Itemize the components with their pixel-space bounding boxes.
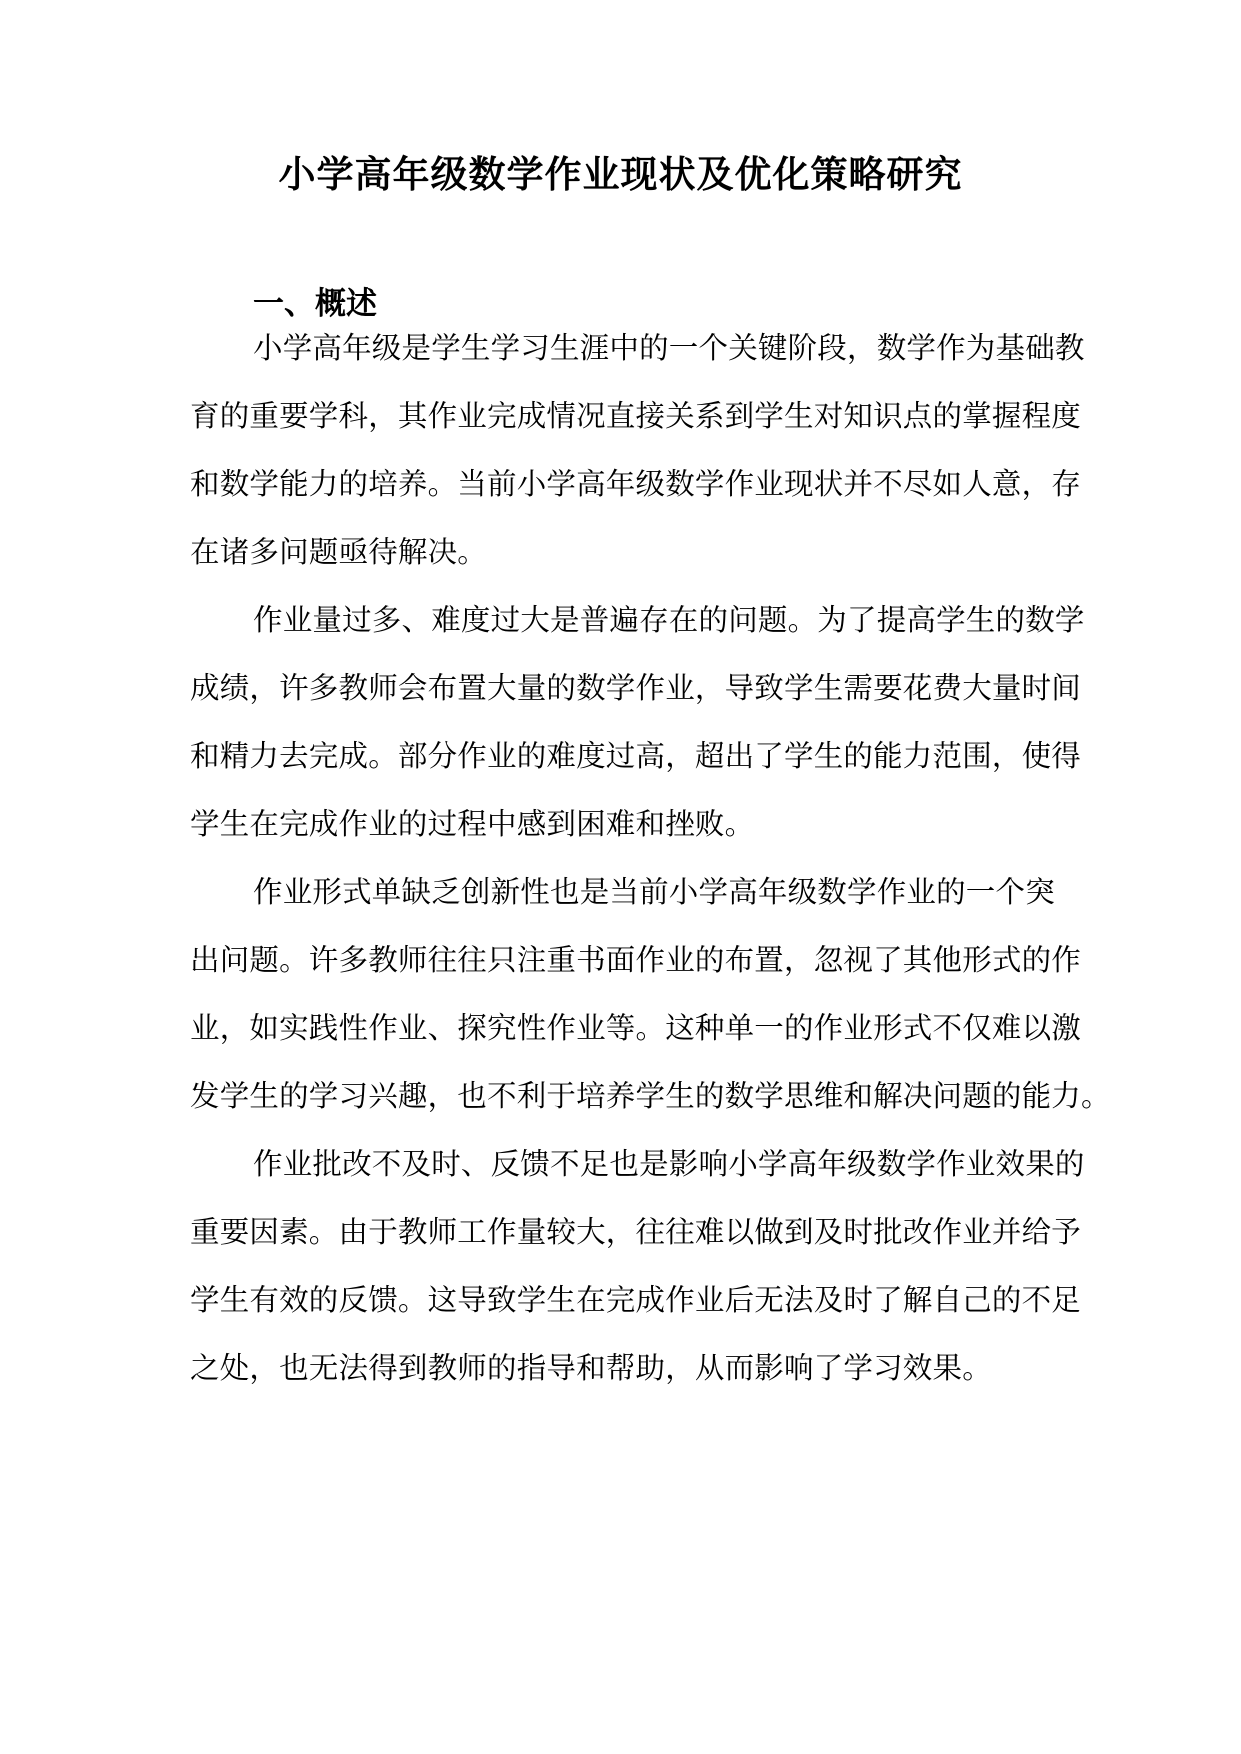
paragraph-3-line-1: 作业形式单缺乏创新性也是当前小学高年级数学作业的一个突 (253, 875, 1055, 909)
paragraph-4-line-4: 之处，也无法得到教师的指导和帮助，从而影响了学习效果。 (190, 1351, 992, 1385)
paragraph-1-line-4: 在诸多问题亟待解决。 (190, 535, 488, 569)
paragraph-1-line-3: 和数学能力的培养。当前小学高年级数学作业现状并不尽如人意，存 (190, 467, 1082, 501)
document-title: 小学高年级数学作业现状及优化策略研究 (278, 152, 963, 196)
paragraph-2-line-2: 成绩，许多教师会布置大量的数学作业，导致学生需要花费大量时间 (190, 671, 1082, 705)
paragraph-2-line-1: 作业量过多、难度过大是普遍存在的问题。为了提高学生的数学 (253, 603, 1085, 637)
paragraph-3-line-3: 业，如实践性作业、探究性作业等。这种单一的作业形式不仅难以激 (190, 1011, 1082, 1045)
section-heading: 一、概述 (253, 286, 377, 322)
paragraph-1-line-2: 育的重要学科，其作业完成情况直接关系到学生对知识点的掌握程度 (190, 399, 1082, 433)
paragraph-1-line-1: 小学高年级是学生学习生涯中的一个关键阶段，数学作为基础教 (253, 331, 1085, 365)
paragraph-2-line-4: 学生在完成作业的过程中感到困难和挫败。 (190, 807, 755, 841)
paragraph-4-line-3: 学生有效的反馈。这导致学生在完成作业后无法及时了解自己的不足 (190, 1283, 1082, 1317)
paragraph-4-line-1: 作业批改不及时、反馈不足也是影响小学高年级数学作业效果的 (253, 1147, 1085, 1181)
paragraph-3-line-4: 发学生的学习兴趣，也不利于培养学生的数学思维和解决问题的能力。 (190, 1079, 1111, 1113)
paragraph-2-line-3: 和精力去完成。部分作业的难度过高，超出了学生的能力范围，使得 (190, 739, 1082, 773)
paragraph-3-line-2: 出问题。许多教师往往只注重书面作业的布置，忽视了其他形式的作 (190, 943, 1082, 977)
paragraph-4-line-2: 重要因素。由于教师工作量较大，往往难以做到及时批改作业并给予 (190, 1215, 1082, 1249)
